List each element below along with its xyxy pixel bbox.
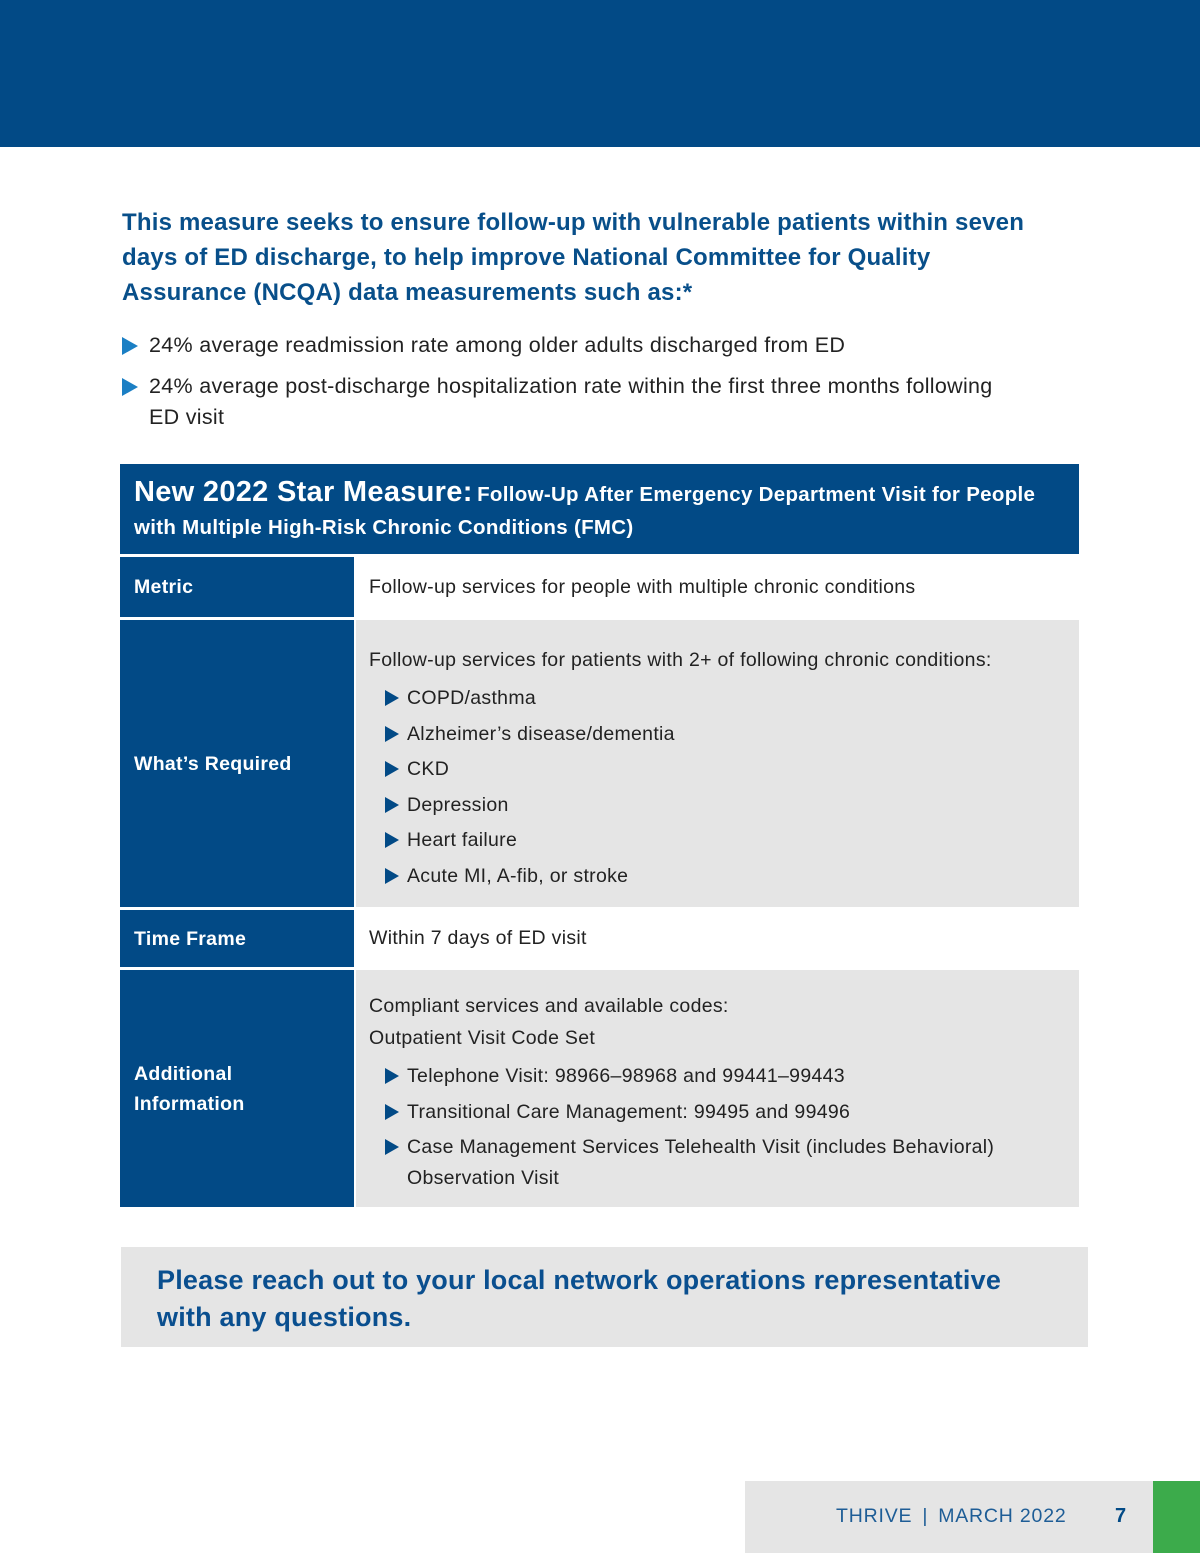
top-banner	[0, 0, 1200, 147]
table-title-sub: Follow-Up After Emergency Department Visit for People with Multiple High-Risk Chronic Conditions (FMC)	[134, 483, 1036, 539]
list-item: COPD/asthma	[369, 683, 1079, 714]
triangle-bullet-icon	[122, 378, 138, 396]
triangle-bullet-icon	[385, 1104, 399, 1120]
row-label: Additional Information	[120, 970, 354, 1207]
list-item: Telephone Visit: 98966–98968 and 99441–99443	[369, 1061, 1079, 1092]
table-row-required	[120, 617, 1079, 907]
footer-publication: THRIVE | MARCH 2022	[836, 1505, 1067, 1527]
triangle-bullet-icon	[385, 761, 399, 777]
row-label: What’s Required	[120, 620, 354, 907]
list-item: Transitional Care Management: 99495 and 99496	[369, 1097, 1079, 1128]
table-row-timeframe	[120, 907, 1079, 967]
statistics-list	[122, 330, 1022, 443]
table-title-main: New 2022 Star Measure:	[134, 476, 473, 508]
star-measure-table	[120, 464, 1079, 1207]
row-value	[356, 970, 1079, 1207]
list-item: Heart failure	[369, 825, 1079, 856]
list-item: Depression	[369, 790, 1079, 821]
green-page-tab	[1153, 1481, 1200, 1553]
list-item: 24% average readmission rate among older adults discharged from ED	[122, 330, 1022, 361]
conditions-list	[369, 683, 1079, 892]
list-item: 24% average post-discharge hospitalization rate within the first three months following ED visit	[122, 371, 1022, 433]
table-row-metric	[120, 554, 1079, 617]
triangle-bullet-icon	[385, 832, 399, 848]
row-label: Time Frame	[120, 910, 354, 967]
table-row-additional	[120, 967, 1079, 1207]
table-title	[120, 464, 1079, 554]
list-item: Case Management Services Telehealth Visit (includes Behavioral) Observation Visit	[369, 1132, 1079, 1194]
list-item: CKD	[369, 754, 1079, 785]
triangle-bullet-icon	[385, 1139, 399, 1155]
triangle-bullet-icon	[385, 726, 399, 742]
required-lead: Follow-up services for patients with 2+ of following chronic conditions:	[369, 649, 992, 671]
list-item: Acute MI, A-fib, or stroke	[369, 861, 1079, 892]
list-item: Alzheimer’s disease/dementia	[369, 719, 1079, 750]
triangle-bullet-icon	[122, 337, 138, 355]
page-number: 7	[1115, 1505, 1127, 1527]
triangle-bullet-icon	[385, 868, 399, 884]
contact-callout: Please reach out to your local network operations representative with any questions.	[121, 1247, 1088, 1347]
additional-lead-code-set: Outpatient Visit Code Set	[369, 1027, 596, 1049]
additional-lead: Compliant services and available codes:	[369, 995, 729, 1017]
intro-paragraph: This measure seeks to ensure follow-up with vulnerable patients within seven days of ED discharge, to help improve National Committee for Quality Assurance (NCQA) data measurements such as:*	[122, 209, 1025, 306]
row-value: Within 7 days of ED visit	[356, 910, 1079, 967]
row-value	[356, 620, 1079, 907]
triangle-bullet-icon	[385, 797, 399, 813]
triangle-bullet-icon	[385, 690, 399, 706]
row-value: Follow-up services for people with multiple chronic conditions	[356, 557, 1079, 617]
codes-list	[369, 1061, 1079, 1194]
row-label: Metric	[120, 557, 354, 617]
triangle-bullet-icon	[385, 1068, 399, 1084]
